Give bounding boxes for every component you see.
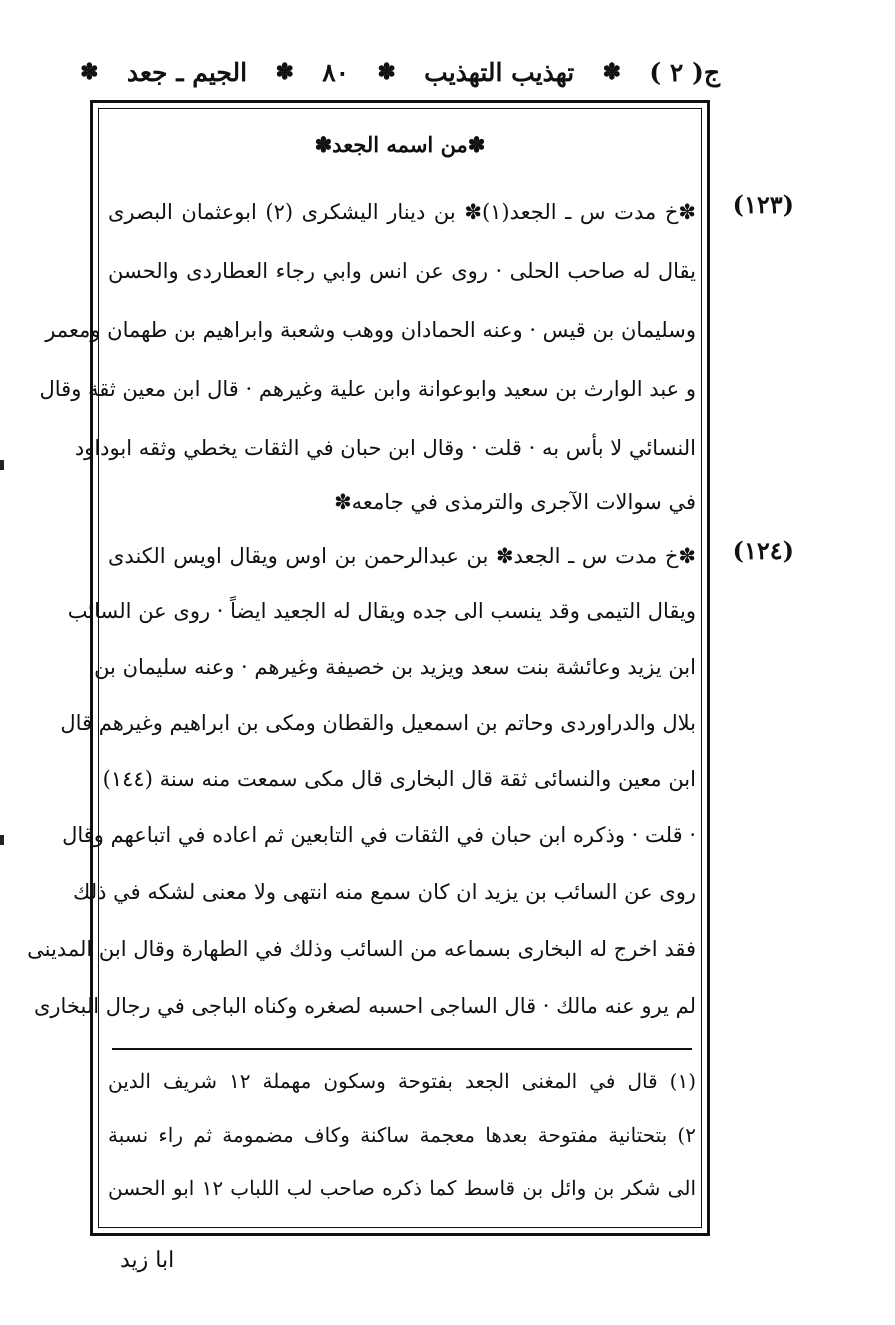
entry-line: ابن معين والنسائى ثقة قال البخارى قال مكى سمعت منه سنة (١٤٤) bbox=[102, 767, 696, 791]
ornament-icon: ✽ bbox=[275, 59, 294, 85]
footnote-separator bbox=[112, 1048, 692, 1050]
entry-line: و عبد الوارث بن سعيد وابوعوانة وابن علية وغيرهم · قال ابن معين ثقة وقال bbox=[39, 377, 696, 401]
entry-line: يقال له صاحب الحلى · روى عن انس وابي رجاء العطاردى والحسن bbox=[108, 259, 696, 283]
footnote-line: الى شكر بن وائل بن قاسط كما ذكره صاحب لب اللباب ١٢ ابو الحسن bbox=[108, 1176, 697, 1200]
entry-number: (١٢٣) bbox=[732, 190, 794, 219]
entry-line: وسليمان بن قيس · وعنه الحمادان ووهب وشعبة وابراهيم بن طهمان ومعمر bbox=[45, 318, 696, 342]
entry-line: فقد اخرج له البخارى بسماعه من السائب وذلك في الطهارة وقال ابن المدينى bbox=[27, 937, 696, 961]
entry-line: بلال والدراوردى وحاتم بن اسمعيل والقطان ومكى بن ابراهيم وغيرهم قال bbox=[60, 711, 696, 735]
entry-line: ويقال التيمى وقد ينسب الى جده ويقال له الجعيد ايضاً · روى عن السائب bbox=[67, 599, 696, 623]
entry-line: لم يرو عنه مالك · قال الساجى احسبه لصغره وكناه الباجى في رجال البخارى bbox=[33, 994, 696, 1018]
book-title: تهذيب التهذيب bbox=[424, 57, 575, 87]
footnote-line: ٢) بتحتانية مفتوحة بعدها معجمة ساكنة وكاف مضمومة ثم راء نسبة bbox=[108, 1123, 696, 1147]
entry-line: في سوالات الآجرى والترمذى في جامعه✽ bbox=[334, 490, 696, 514]
ornament-icon: ✽ bbox=[80, 59, 99, 85]
volume-label: ج( ٢ ) bbox=[649, 57, 720, 87]
catchword: ابا زيد bbox=[120, 1248, 175, 1273]
footnote-line: (١) قال في المغنى الجعد بفتوحة وسكون مهملة ١٢ شريف الدين bbox=[108, 1069, 697, 1093]
scan-edge-mark bbox=[0, 460, 4, 470]
entry-line: ✽خ مدت س ـ الجعد✽ بن عبدالرحمن بن اوس ويقال اويس الكندى bbox=[108, 544, 696, 568]
page-number: ٨٠ bbox=[322, 57, 350, 87]
entry-line: · قلت · وذكره ابن حبان في الثقات في التابعين ثم اعاده في اتباعهم وقال bbox=[62, 823, 696, 847]
entry-line: ✽خ مدت س ـ الجعد(١)✽ بن دينار اليشكرى (٢) ابوعثمان البصرى bbox=[108, 200, 696, 224]
ornament-icon: ✽ bbox=[377, 59, 396, 85]
entry-line: النسائي لا بأس به · قلت · وقال ابن حبان في الثقات يخطي وثقه ابوداود bbox=[74, 436, 696, 460]
section-title: ✽من اسمه الجعد✽ bbox=[314, 132, 486, 157]
entry-line: ابن يزيد وعائشة بنت سعد ويزيد بن خصيفة وغيرهم · وعنه سليمان بن bbox=[94, 655, 696, 679]
entry-number: (١٢٤) bbox=[732, 536, 794, 565]
section-heading: الجيم ـ جعد bbox=[126, 57, 248, 87]
ornament-icon: ✽ bbox=[602, 59, 622, 85]
entry-line: روى عن السائب بن يزيد ان كان سمع منه انتهى ولا معنى لشكه في ذلك bbox=[73, 880, 696, 904]
scan-edge-mark bbox=[0, 835, 4, 845]
running-header bbox=[80, 52, 720, 92]
